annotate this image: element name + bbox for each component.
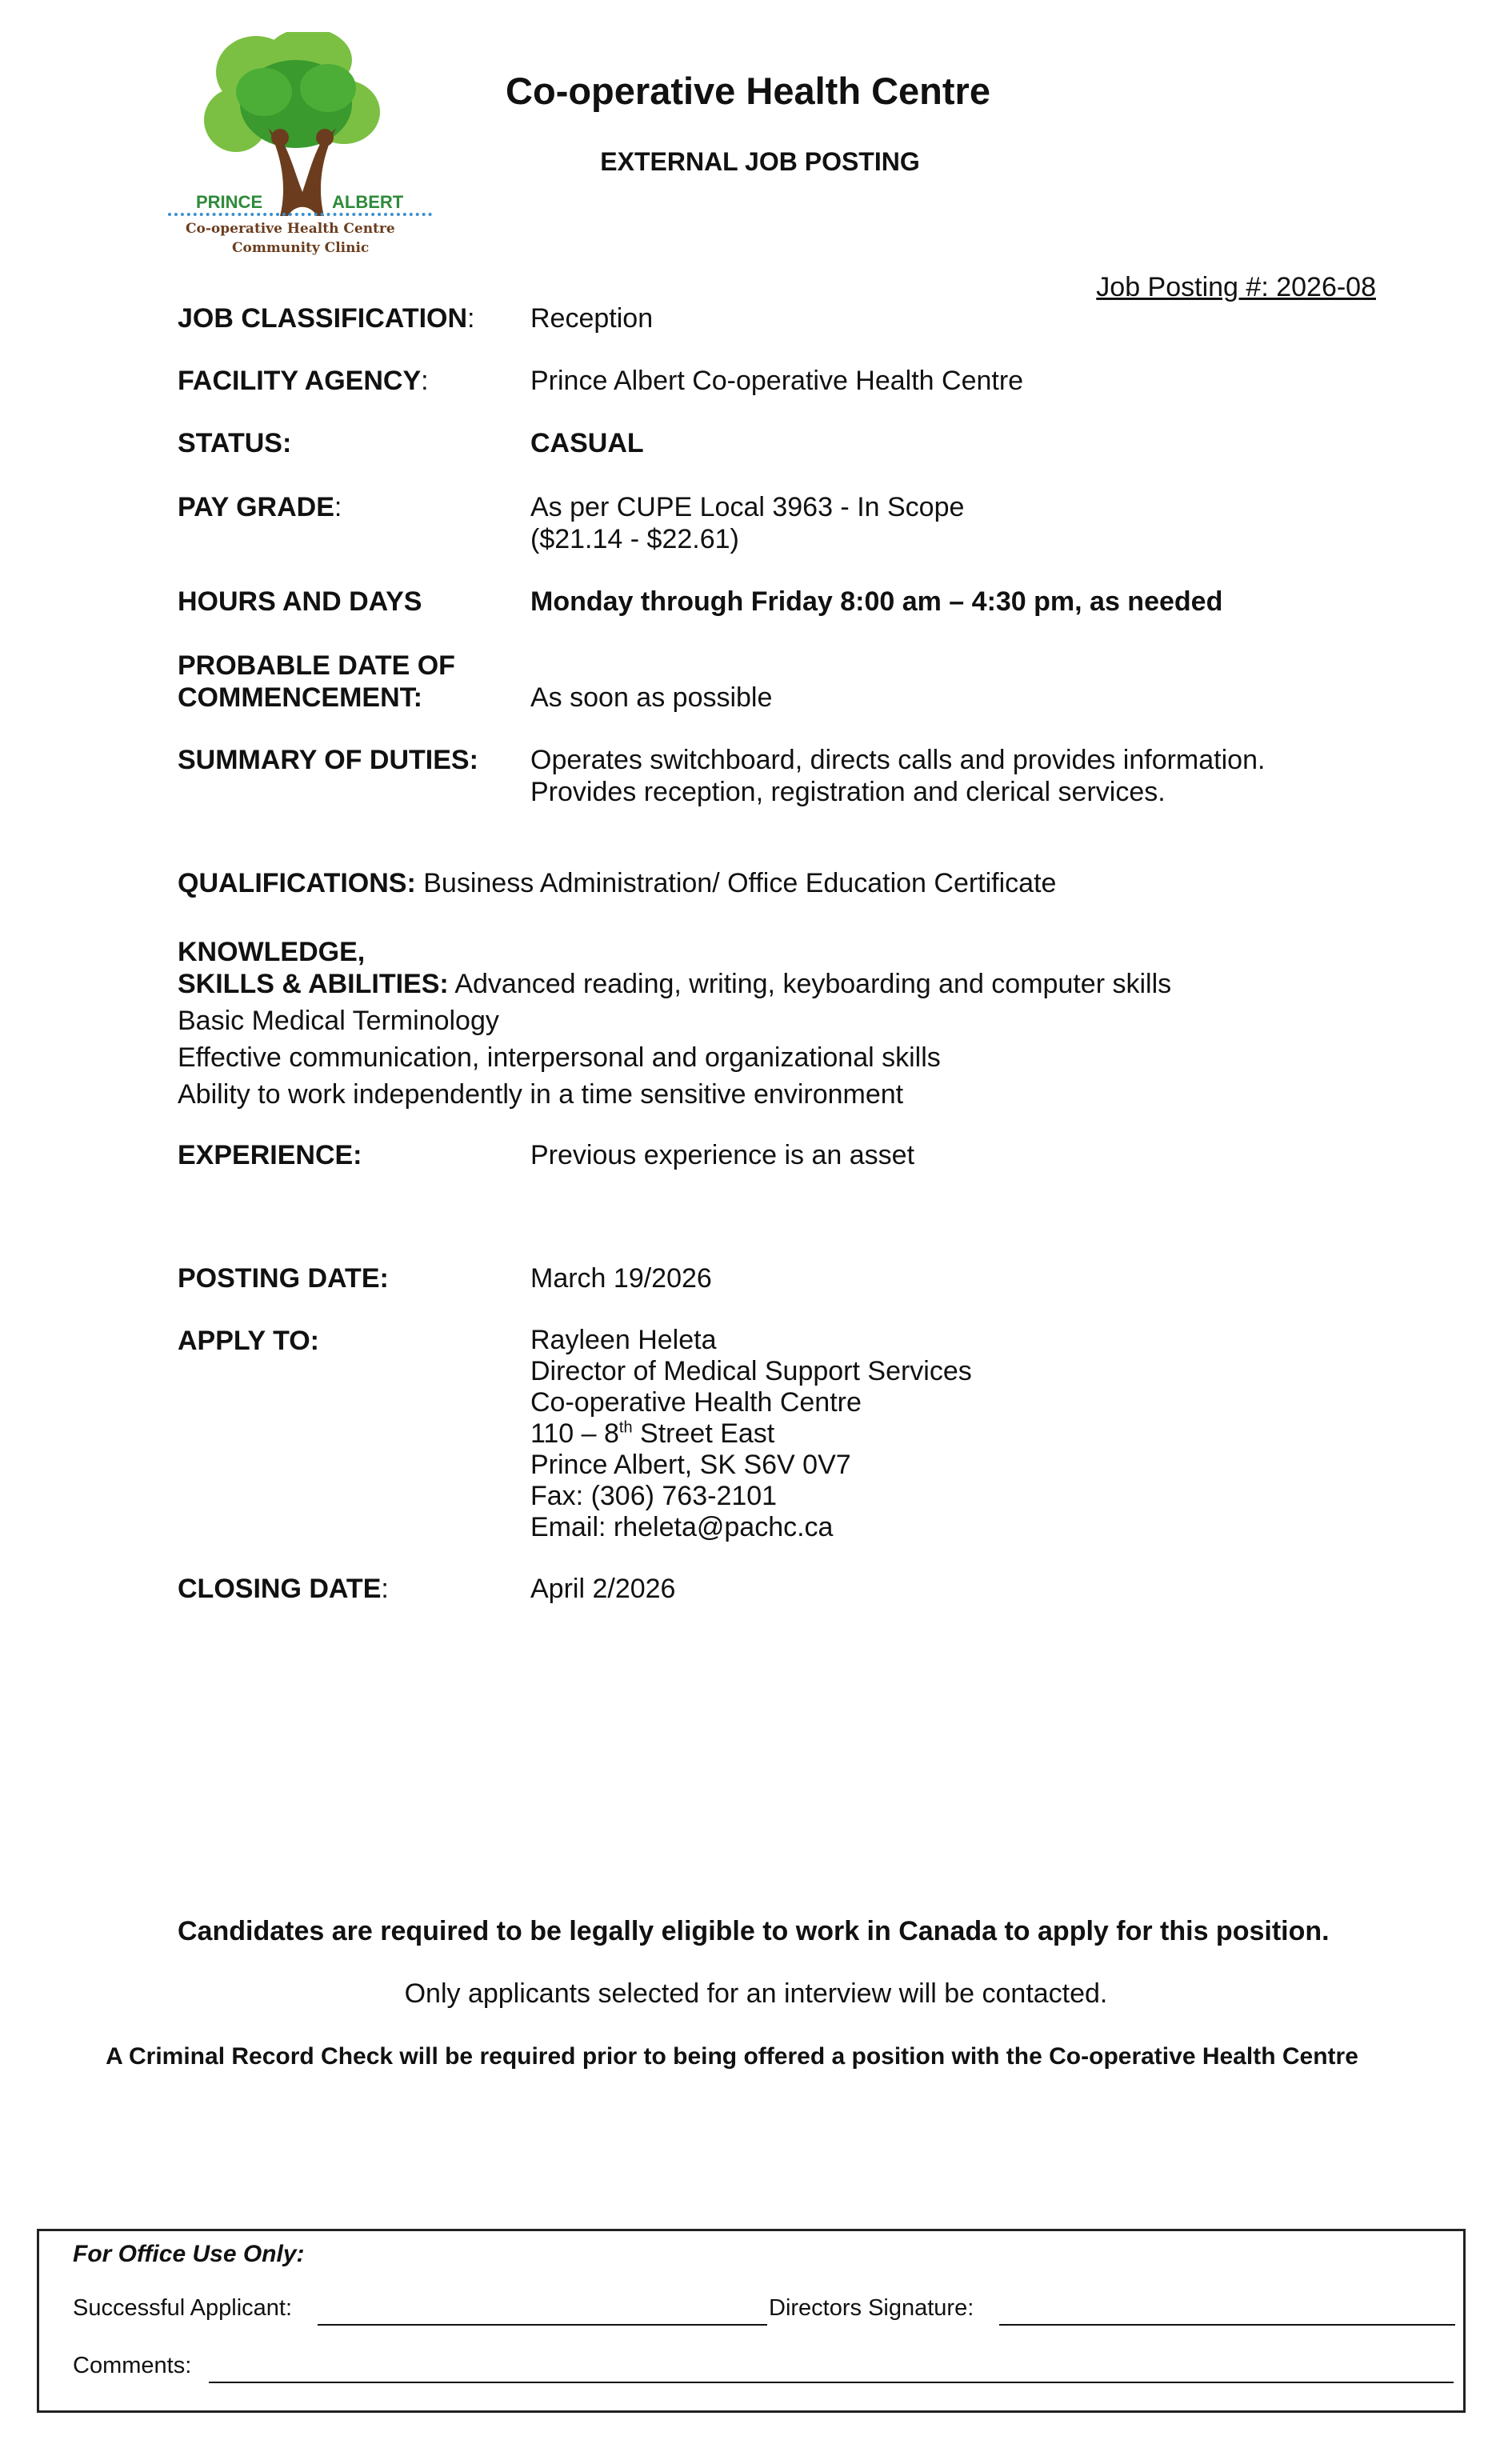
summary-value: [530, 744, 1265, 808]
directors-signature-label: Directors Signature:: [769, 2295, 974, 2321]
job-classification-label: JOB CLASSIFICATION:: [178, 303, 475, 334]
facility-agency-value: Prince Albert Co-operative Health Centre: [530, 366, 1024, 396]
knowledge-item: Effective communication, interpersonal and organizational skills: [178, 1042, 941, 1073]
directors-signature-line[interactable]: [999, 2300, 1455, 2326]
successful-applicant-label: Successful Applicant:: [73, 2295, 293, 2321]
knowledge-item: Advanced reading, writing, keyboarding and computer skills: [448, 969, 1172, 999]
logo-dots: [168, 213, 432, 221]
page-title: Co-operative Health Centre: [506, 70, 990, 112]
summary-line-1: Operates switchboard, directs calls and provides information.: [530, 745, 1266, 775]
contact-org: Co-operative Health Centre: [530, 1387, 862, 1418]
eligibility-notice: Candidates are required to be legally eligible to work in Canada to apply for this position.: [178, 1916, 1330, 1946]
knowledge-section: [178, 936, 1171, 1110]
contact-title: Director of Medical Support Services: [530, 1356, 972, 1386]
pay-grade-scope: As per CUPE Local 3963 - In Scope: [530, 492, 965, 522]
hours-days-label: HOURS AND DAYS: [178, 586, 422, 617]
pay-grade-range: ($21.14 - $22.61): [530, 524, 739, 554]
experience-value: Previous experience is an asset: [530, 1140, 915, 1170]
qualifications-row: [178, 867, 1056, 899]
commencement-label: [178, 650, 455, 714]
contact-name: Rayleen Heleta: [530, 1325, 717, 1355]
status-label: STATUS:: [178, 428, 292, 458]
qualifications-value: Business Administration/ Office Education Certificate: [415, 868, 1057, 898]
logo-text-albert: ALBERT: [332, 192, 404, 212]
contact-street: 110 – 8th Street East: [530, 1418, 775, 1449]
successful-applicant-line[interactable]: [318, 2300, 767, 2326]
contact-fax: Fax: (306) 763-2101: [530, 1481, 778, 1511]
closing-date-label: CLOSING DATE:: [178, 1574, 389, 1604]
comments-label: Comments:: [73, 2353, 192, 2378]
logo-text-centre: Co-operative Health Centre: [186, 221, 395, 237]
pay-grade-label: PAY GRADE:: [178, 492, 342, 522]
job-posting-number: Job Posting #: 2026-08: [1096, 272, 1376, 302]
contact-city: Prince Albert, SK S6V 0V7: [530, 1450, 851, 1480]
office-use-box: [37, 2229, 1466, 2413]
summary-label: SUMMARY OF DUTIES:: [178, 745, 478, 775]
job-classification-value: Reception: [530, 303, 654, 334]
apply-to-address: [530, 1325, 972, 1543]
criminal-check-notice: A Criminal Record Check will be required prior to being offered a position with the Co-operative Health Centre: [106, 2043, 1358, 2070]
knowledge-first-row: [178, 968, 1171, 1000]
summary-line-2: Provides reception, registration and clerical services.: [530, 777, 1166, 807]
posting-date-label: POSTING DATE:: [178, 1263, 389, 1294]
pay-grade-value: [530, 491, 964, 555]
facility-agency-label: FACILITY AGENCY:: [178, 366, 429, 396]
contact-notice: Only applicants selected for an interview will be contacted.: [404, 1978, 1108, 2009]
knowledge-item: Ability to work independently in a time sensitive environment: [178, 1079, 904, 1110]
commencement-label-line1: PROBABLE DATE OF: [178, 650, 455, 681]
knowledge-item: Basic Medical Terminology: [178, 1006, 499, 1036]
status-value: CASUAL: [530, 428, 644, 458]
logo-text-prince: PRINCE: [196, 192, 263, 212]
commencement-value: As soon as possible: [530, 682, 773, 713]
contact-email: Email: rheleta@pachc.ca: [530, 1512, 834, 1542]
comments-line[interactable]: [209, 2358, 1454, 2383]
experience-label: EXPERIENCE:: [178, 1140, 362, 1170]
posting-date-value: March 19/2026: [530, 1263, 712, 1294]
posting-type: EXTERNAL JOB POSTING: [600, 147, 920, 176]
hours-days-value: Monday through Friday 8:00 am – 4:30 pm, as needed: [530, 586, 1223, 617]
logo-text-clinic: Community Clinic: [232, 240, 370, 256]
apply-to-label: APPLY TO:: [178, 1326, 319, 1356]
knowledge-label-line1: KNOWLEDGE,: [178, 937, 366, 967]
knowledge-label-line2: SKILLS & ABILITIES:: [178, 969, 449, 999]
closing-date-value: April 2/2026: [530, 1574, 676, 1604]
qualifications-label: QUALIFICATIONS:: [178, 868, 416, 898]
commencement-label-line2: COMMENCEMENT:: [178, 682, 422, 713]
office-use-heading: For Office Use Only:: [73, 2241, 305, 2267]
